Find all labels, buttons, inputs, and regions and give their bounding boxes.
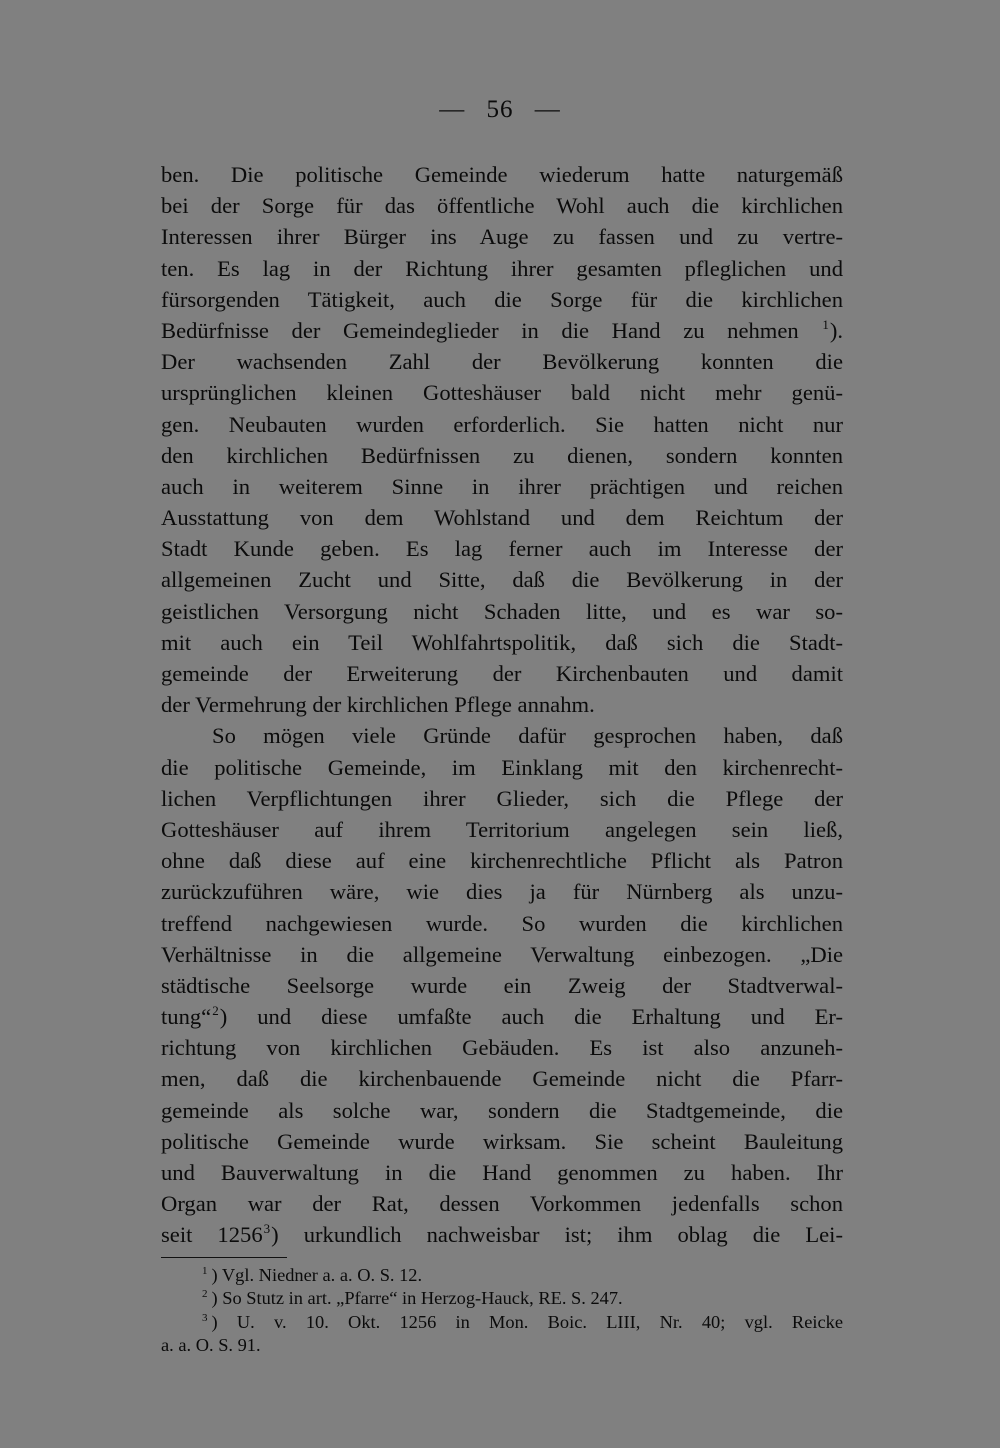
footnote-ref-paren: ). [829,317,843,343]
text-line: die politische Gemeinde, im Einklang mit den kirchenrecht- [161,754,843,780]
footnote-ref: 1 [822,316,829,332]
text-line: Der wachsenden Zahl der Bevölkerung konnten die [161,349,843,375]
text-line-content: Bedürfnisse der Gemeindeglieder in die Hand zu nehmen [161,317,799,343]
footnote-text: Vgl. Niedner a. a. O. S. 12. [221,1265,423,1285]
text-line: allgemeinen Zucht und Sitte, daß die Bevölkerung in der [161,567,843,593]
text-line [161,1001,843,1032]
text-line: Ausstattung von dem Wohlstand und dem Reichtum der [161,505,843,531]
text-line: Interessen ihrer Bürger ins Auge zu fassen und zu vertre- [161,224,843,250]
footnote [161,1264,843,1287]
footnote-number: 2 [202,1288,208,1301]
text-line: gemeinde der Erweiterung der Kirchenbauten und damit [161,661,843,686]
text-line: städtische Seelsorge wurde ein Zweig der Stadtverwal- [161,972,843,998]
text-line: Organ war der Rat, dessen Vorkommen jedenfalls schon [161,1191,843,1217]
text-line: und Bauverwaltung in die Hand genommen zu haben. Ihr [161,1160,843,1185]
text-line: ursprünglichen kleinen Gotteshäuser bald nicht mehr genü- [161,380,843,406]
page-number: — 56 — [439,96,561,123]
text-line: So mögen viele Gründe dafür gesprochen haben, daß [212,723,843,749]
text-line: den kirchlichen Bedürfnissen zu dienen, sondern konnten [161,442,843,468]
footnote-ref: 2 [212,1003,219,1019]
footnote-ref-paren: ) [219,1004,228,1030]
text-line: gen. Neubauten wurden erforderlich. Sie hatten nicht nur [161,411,843,437]
footnote-separator [161,1257,287,1258]
text-line: bei der Sorge für das öffentliche Wohl auch die kirchlichen [161,193,843,219]
text-line: richtung von kirchlichen Gebäuden. Es ist also anzuneh- [161,1035,843,1061]
text-line: der Vermehrung der kirchlichen Pflege annahm. [161,692,595,718]
body-text [161,159,843,1251]
text-line: auch in weiterem Sinne in ihrer prächtigen und reichen [161,473,843,499]
footnote-continuation: a. a. O. S. 91. [161,1334,261,1355]
text-line: gemeinde als solche war, sondern die Stadtgemeinde, die [161,1097,843,1123]
footnote-paren: ) [211,1265,218,1285]
footnote-ref: 3 [263,1221,271,1237]
text-line: Gotteshäuser auf ihrem Territorium angelegen sein ließ, [161,816,843,842]
text-line: politische Gemeinde wurde wirksam. Sie scheint Bauleitung [161,1128,843,1154]
text-line [161,1219,843,1250]
text-line: ben. Die politische Gemeinde wiederum hatte naturgemäß [161,162,843,187]
text-line-content: und diese umfaßte auch die Erhaltung und Er- [257,1004,844,1030]
text-line: Verhältnisse in die allgemeine Verwaltung einbezogen. „Die [161,941,843,967]
text-line: men, daß die kirchenbauende Gemeinde nicht die Pfarr- [161,1066,843,1092]
footnote [161,1287,843,1310]
footnote [161,1311,843,1334]
footnotes [161,1264,843,1357]
text-line: zurückzuführen wäre, wie dies ja für Nürnberg als unzu- [161,879,843,905]
text-line: ohne daß diese auf eine kirchenrechtliche Pflicht als Patron [161,848,843,874]
footnote-text: U. v. 10. Okt. 1256 in Mon. Boic. LIII, Nr. 40; vgl. Reicke [236,1311,843,1332]
text-line: Stadt Kunde geben. Es lag ferner auch im Interesse der [161,536,843,562]
footnote-ref-paren: ) [271,1222,279,1248]
text-line-content: urkundlich nachweisbar ist; ihm oblag die Lei- [303,1222,843,1248]
text-line: treffend nachgewiesen wurde. So wurden die kirchlichen [161,910,843,936]
footnote-paren: ) [211,1311,218,1332]
text-line: lichen Verpflichtungen ihrer Glieder, sich die Pflege der [161,785,843,811]
footnote-number: 1 [202,1265,208,1277]
text-line: fürsorgenden Tätigkeit, auch die Sorge für die kirchlichen [161,286,843,312]
text-line: ten. Es lag in der Richtung ihrer gesamten pfleglichen und [161,255,843,281]
text-line-content: seit 1256 [161,1222,263,1248]
text-line: mit auch ein Teil Wohlfahrtspolitik, daß sich die Stadt- [161,629,843,655]
footnote-paren: ) [211,1288,218,1309]
text-line: geistlichen Versorgung nicht Schaden litte, und es war so- [161,598,843,624]
text-line [161,315,843,346]
footnote-text: So Stutz in art. „Pfarre“ in Herzog-Hauck, RE. S. 247. [222,1288,623,1309]
footnote-number: 3 [202,1311,208,1324]
text-line-content: tung“ [161,1004,212,1030]
